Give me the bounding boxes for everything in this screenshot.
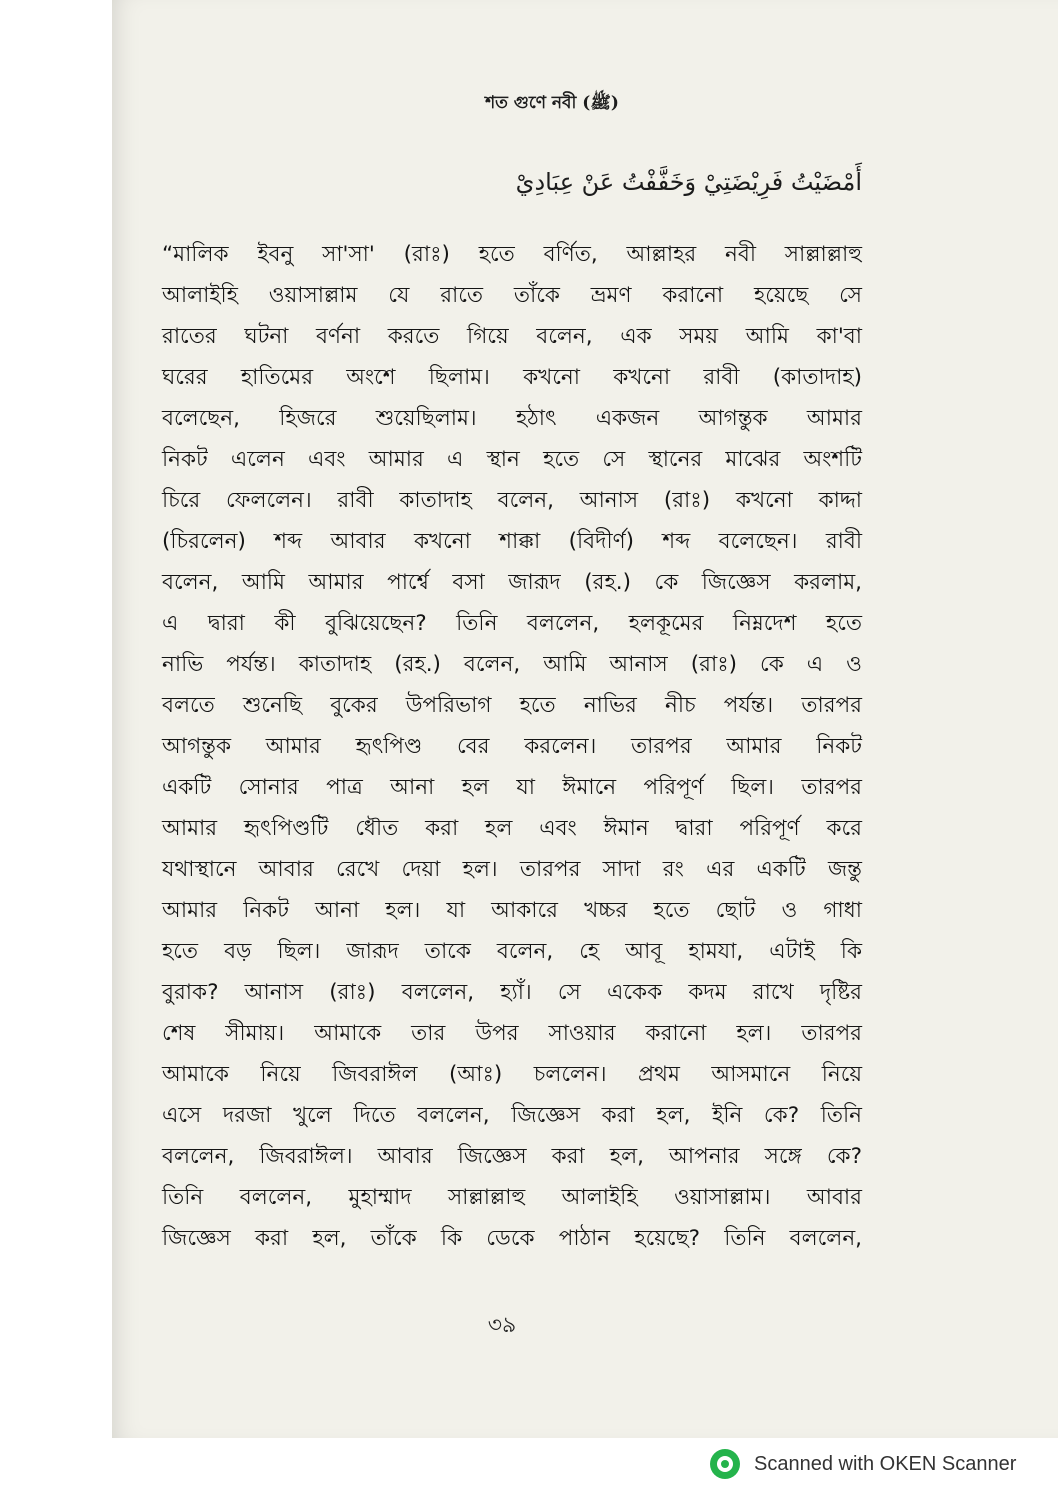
text-line: এসে দরজা খুলে দিতে বললেন, জিজ্ঞেস করা হল, ইনি কে? তিনি	[162, 1103, 862, 1128]
oken-logo-icon	[710, 1449, 740, 1479]
text-line: একটি সোনার পাত্র আনা হল যা ঈমানে পরিপূর্ণ ছিল। তারপর	[162, 775, 862, 800]
text-line: এ দ্বারা কী বুঝিয়েছেন? তিনি বললেন, হলকূমের নিম্নদেশ হতে	[162, 611, 862, 636]
text-line: বলতে শুনেছি বুকের উপরিভাগ হতে নাভির নীচ পর্যন্ত। তারপর	[162, 693, 862, 718]
text-line: বুরাক? আনাস (রাঃ) বললেন, হ্যাঁ। সে একেক কদম রাখে দৃষ্টির	[162, 980, 862, 1005]
text-line: আমাকে নিয়ে জিবরাঈল (আঃ) চললেন। প্রথম আসমানে নিয়ে	[162, 1062, 862, 1087]
page-number: ৩৯	[487, 1313, 517, 1338]
text-line: আমার নিকট আনা হল। যা আকারে খচ্চর হতে ছোট ও গাধা	[162, 898, 862, 923]
text-line: শেষ সীমায়। আমাকে তার উপর সাওয়ার করানো হল। তারপর	[162, 1021, 862, 1046]
text-line: যথাস্থানে আবার রেখে দেয়া হল। তারপর সাদা রং এর একটি জন্তু	[162, 857, 862, 882]
text-line: আলাইহি ওয়াসাল্লাম যে রাতে তাঁকে ভ্রমণ করানো হয়েছে সে	[162, 283, 862, 308]
text-line: বলেন, আমি আমার পার্শ্বে বসা জারূদ (রহ.) কে জিজ্ঞেস করলাম,	[162, 570, 862, 595]
text-line: আমার হৃৎপিণ্ডটি ধৌত করা হল এবং ঈমান দ্বারা পরিপূর্ণ করে	[162, 816, 862, 841]
text-line: নাভি পর্যন্ত। কাতাদাহ (রহ.) বলেন, আমি আনাস (রাঃ) কে এ ও	[162, 652, 862, 677]
watermark-text: Scanned with OKEN Scanner	[754, 1452, 1017, 1475]
text-line: হতে বড় ছিল। জারূদ তাকে বলেন, হে আবূ হামযা, এটাই কি	[162, 939, 862, 964]
text-line: (চিরলেন) শব্দ আবার কখনো শাক্কা (বিদীর্ণ) শব্দ বলেছেন। রাবী	[162, 529, 862, 554]
running-header: শত গুণে নবী (ﷺ)	[485, 93, 619, 113]
text-line: তিনি বললেন, মুহাম্মাদ সাল্লাল্লাহু আলাইহি ওয়াসাল্লাম। আবার	[162, 1185, 862, 1210]
text-line: বললেন, জিবরাঈল। আবার জিজ্ঞেস করা হল, আপনার সঙ্গে কে?	[162, 1144, 862, 1169]
text-line: রাতের ঘটনা বর্ণনা করতে গিয়ে বলেন, এক সময় আমি কা'বা	[162, 324, 862, 349]
text-line: ঘরের হাতিমের অংশে ছিলাম। কখনো কখনো রাবী (কাতাদাহ)	[162, 365, 862, 390]
body-text	[162, 234, 862, 1259]
text-line: “মালিক ইবনু সা'সা' (রাঃ) হতে বর্ণিত, আল্লাহর নবী সাল্লাল্লাহু	[162, 242, 862, 267]
scanner-watermark	[710, 1447, 1016, 1481]
text-line: আগন্তুক আমার হৃৎপিণ্ড বের করলেন। তারপর আমার নিকট	[162, 734, 862, 759]
text-line: চিরে ফেললেন। রাবী কাতাদাহ বলেন, আনাস (রাঃ) কখনো কাদ্দা	[162, 488, 862, 513]
arabic-quote: أَمْضَيْتُ فَرِيْضَتِيْ وَخَفَّفْتُ عَنْ عِبَادِيْ	[515, 168, 862, 196]
book-page	[112, 0, 1058, 1438]
text-line: বলেছেন, হিজরে শুয়েছিলাম। হঠাৎ একজন আগন্তুক আমার	[162, 406, 862, 431]
text-line: নিকট এলেন এবং আমার এ স্থান হতে সে স্থানের মাঝের অংশটি	[162, 447, 862, 472]
text-line: জিজ্ঞেস করা হল, তাঁকে কি ডেকে পাঠান হয়েছে? তিনি বললেন,	[162, 1226, 862, 1251]
